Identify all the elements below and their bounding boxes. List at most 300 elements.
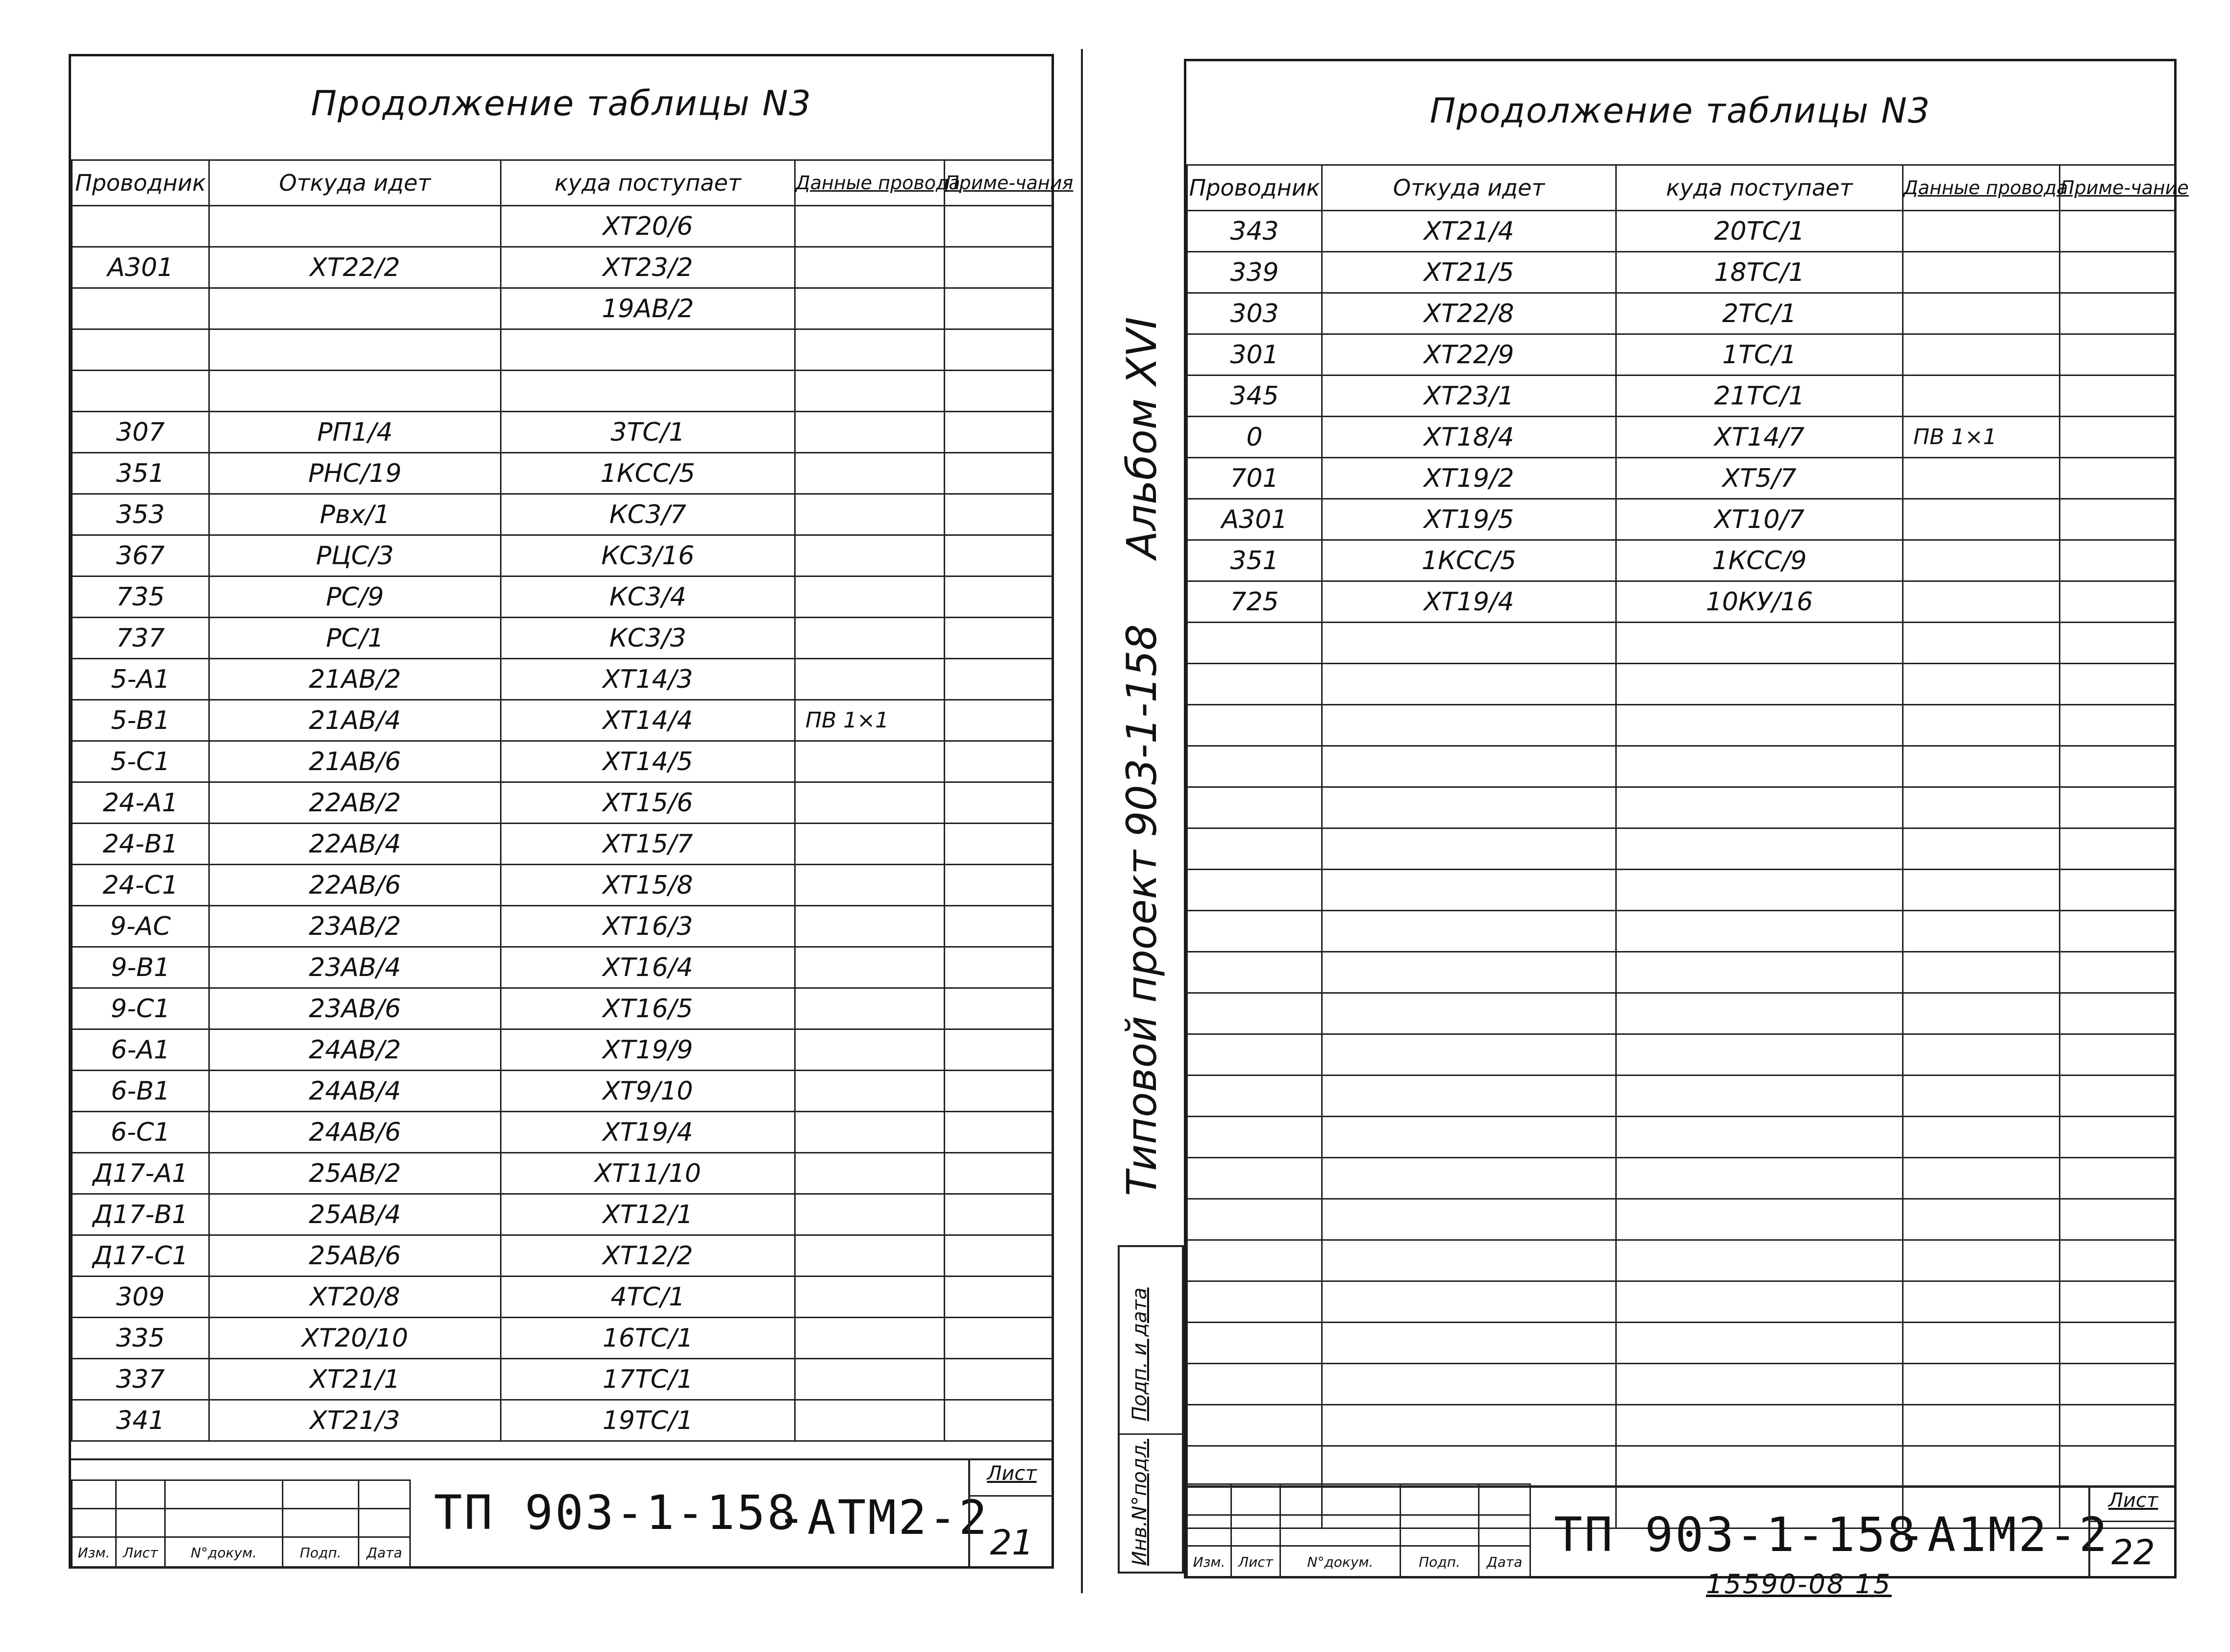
conductor-cell: 5-В1 [72,700,209,741]
from-cell [1322,1446,1616,1487]
to-cell: КС3/16 [501,535,795,576]
to-cell [1616,1034,1903,1076]
table-row [1187,417,2175,458]
header-from: Откуда идет [1322,165,1616,211]
notes-cell [2060,293,2175,334]
wire-data-cell [1903,211,2060,252]
notes-cell [945,865,1052,906]
table-row [1187,993,2175,1034]
table-row [72,700,1052,741]
table-row [72,906,1052,947]
to-cell [1616,1158,1903,1199]
notes-cell [2060,1281,2175,1323]
sign-date-label: Подп. и дата [1128,1287,1151,1421]
to-cell: ХТ15/6 [501,782,795,824]
conductor-cell: 343 [1187,211,1322,252]
table-row [72,1194,1052,1235]
wire-data-cell [795,741,945,782]
table-row [72,329,1052,371]
conductor-cell [1187,1446,1322,1487]
from-cell: ХТ23/1 [1322,375,1616,417]
header-notes: Приме-чание [2060,165,2175,211]
inventory-label: Инв.N°подл. [1128,1439,1151,1566]
table-row [1187,211,2175,252]
to-cell [1616,1405,1903,1446]
from-cell [1322,870,1616,911]
to-cell [1616,664,1903,705]
left-sheet [69,54,1074,1569]
from-cell: 22АВ/4 [209,824,501,865]
table-row [72,247,1052,288]
table-row [72,1029,1052,1071]
stamp-label-change: Изм. [1187,1546,1231,1578]
to-cell: 17ТС/1 [501,1359,795,1400]
notes-cell [2060,1158,2175,1199]
right-revision-grid [1186,1483,1531,1578]
conductor-cell [1187,952,1322,993]
from-cell [1322,1281,1616,1323]
to-cell: 4ТС/1 [501,1277,795,1318]
to-cell [1616,1117,1903,1158]
to-cell [1616,623,1903,664]
notes-cell [2060,993,2175,1034]
wire-data-cell [795,1071,945,1112]
to-cell: ХТ20/6 [501,206,795,247]
notes-cell [945,1359,1052,1400]
right-table-title: Продолжение таблицы N3 [1429,91,1931,131]
conductor-cell [1187,1117,1322,1158]
wire-data-cell: ПВ 1×1 [795,700,945,741]
from-cell: ХТ21/3 [209,1400,501,1441]
from-cell: Рвх/1 [209,494,501,535]
from-cell: РЦС/3 [209,535,501,576]
wire-data-cell [795,206,945,247]
conductor-cell [1187,705,1322,746]
from-cell: РС/1 [209,618,501,659]
notes-cell [945,1235,1052,1277]
from-cell: ХТ21/5 [1322,252,1616,293]
wire-data-cell [1903,911,2060,952]
conductor-cell [1187,623,1322,664]
conductor-cell [72,329,209,371]
header-wire-data: Данные провода [795,160,945,206]
from-cell: ХТ19/5 [1322,499,1616,540]
wire-data-cell [795,1400,945,1441]
table-row [72,782,1052,824]
header-conductor: Проводник [1187,165,1322,211]
table-row [1187,375,2175,417]
conductor-cell: 24-С1 [72,865,209,906]
notes-cell [945,1277,1052,1318]
from-cell: ХТ21/4 [1322,211,1616,252]
conductor-cell: 0 [1187,417,1322,458]
notes-cell [2060,705,2175,746]
to-cell [1616,1446,1903,1487]
table-row [1187,664,2175,705]
table-row [1187,1034,2175,1076]
table-row [72,1153,1052,1194]
table-row [72,412,1052,453]
stamp-label-date: Дата [1479,1546,1530,1578]
table-row [1187,581,2175,623]
conductor-cell [1187,1281,1322,1323]
notes-cell [2060,911,2175,952]
to-cell [1616,828,1903,870]
left-revision-grid [71,1479,411,1569]
conductor-cell: 337 [72,1359,209,1400]
to-cell: 21ТС/1 [1616,375,1903,417]
conductor-cell: 725 [1187,581,1322,623]
from-cell [1322,1240,1616,1281]
from-cell [1322,1117,1616,1158]
table-row [1187,1281,2175,1323]
wire-data-cell [795,453,945,494]
stamp-label-change: Изм. [72,1537,116,1568]
archive-number: 15590-08 15 [1706,1569,1892,1600]
from-cell [1322,1158,1616,1199]
conductor-cell: 339 [1187,252,1322,293]
notes-cell [2060,1199,2175,1240]
notes-cell [945,700,1052,741]
from-cell: РС/9 [209,576,501,618]
wire-data-cell [795,782,945,824]
conductor-cell: 335 [72,1318,209,1359]
from-cell [1322,1199,1616,1240]
wire-data-cell [795,535,945,576]
table-row [1187,1364,2175,1405]
from-cell: 25АВ/6 [209,1235,501,1277]
from-cell [209,371,501,412]
wire-data-cell [795,947,945,988]
to-cell: ХТ9/10 [501,1071,795,1112]
stamp-label-doc: N°докум. [165,1537,283,1568]
wire-data-cell [795,1235,945,1277]
conductor-cell: Д17-А1 [72,1153,209,1194]
conductor-cell [1187,1405,1322,1446]
right-title-block [1186,1485,2174,1578]
notes-cell [2060,1323,2175,1364]
to-cell: 16ТС/1 [501,1318,795,1359]
header-from: Откуда идет [209,160,501,206]
from-cell [209,206,501,247]
from-cell: ХТ22/2 [209,247,501,288]
table-row [1187,828,2175,870]
table-row [1187,746,2175,787]
table-row [1187,499,2175,540]
notes-cell [945,576,1052,618]
wire-data-cell [1903,1034,2060,1076]
from-cell: ХТ18/4 [1322,417,1616,458]
wire-data-cell [795,865,945,906]
notes-cell [2060,1240,2175,1281]
conductor-cell: 5-А1 [72,659,209,700]
notes-cell [945,618,1052,659]
left-wiring-table [71,159,1074,1442]
right-sheet [1184,59,2189,1578]
from-cell: ХТ20/10 [209,1318,501,1359]
wire-data-cell [1903,540,2060,581]
to-cell: КС3/4 [501,576,795,618]
table-row [72,1235,1052,1277]
table-row [72,1400,1052,1441]
table-row [1187,540,2175,581]
notes-cell [2060,1117,2175,1158]
conductor-cell [72,206,209,247]
from-cell: 21АВ/6 [209,741,501,782]
left-table-title: Продолжение таблицы N3 [311,83,812,124]
notes-cell [2060,1364,2175,1405]
wire-data-cell [1903,1158,2060,1199]
to-cell: ХТ14/3 [501,659,795,700]
conductor-cell [1187,1034,1322,1076]
notes-cell [945,1318,1052,1359]
wire-data-cell [1903,705,2060,746]
to-cell: КС3/3 [501,618,795,659]
conductor-cell: 6-С1 [72,1112,209,1153]
table-row [1187,1117,2175,1158]
wire-data-cell [1903,623,2060,664]
table-row [72,206,1052,247]
left-project-code: ТП 903-1-158 [434,1485,798,1540]
table-row [1187,623,2175,664]
notes-cell [945,782,1052,824]
wire-data-cell [1903,1076,2060,1117]
conductor-cell: 307 [72,412,209,453]
conductor-cell: 5-С1 [72,741,209,782]
left-doc-suffix: -АТМ2-2 [777,1490,989,1545]
to-cell [1616,952,1903,993]
to-cell [1616,705,1903,746]
conductor-cell: 351 [1187,540,1322,581]
from-cell [1322,1034,1616,1076]
conductor-cell: 301 [1187,334,1322,375]
right-sheet-number: 22 [2111,1532,2155,1573]
from-cell [1322,623,1616,664]
from-cell: РП1/4 [209,412,501,453]
conductor-cell: Д17-С1 [72,1235,209,1277]
notes-cell [945,453,1052,494]
notes-cell [2060,252,2175,293]
stamp-label-sheet: Лист [116,1537,165,1568]
to-cell [1616,1281,1903,1323]
to-cell [1616,993,1903,1034]
from-cell: ХТ21/1 [209,1359,501,1400]
conductor-cell [1187,911,1322,952]
from-cell: 1КСС/5 [1322,540,1616,581]
notes-cell [2060,828,2175,870]
table-row [1187,293,2175,334]
notes-cell [2060,375,2175,417]
to-cell [1616,1076,1903,1117]
from-cell: 24АВ/2 [209,1029,501,1071]
to-cell: 1КСС/9 [1616,540,1903,581]
wire-data-cell [1903,1323,2060,1364]
wire-data-cell [795,329,945,371]
conductor-cell: 345 [1187,375,1322,417]
album-label: Альбом XVI [1118,317,1166,559]
table-row [72,453,1052,494]
from-cell: 25АВ/4 [209,1194,501,1235]
table-row [1187,1076,2175,1117]
wire-data-cell [795,576,945,618]
wire-data-cell [1903,1240,2060,1281]
wire-data-cell [795,494,945,535]
from-cell: ХТ19/2 [1322,458,1616,499]
from-cell [1322,1364,1616,1405]
to-cell: 10КУ/16 [1616,581,1903,623]
wire-data-cell [795,247,945,288]
notes-cell [945,371,1052,412]
from-cell: 23АВ/2 [209,906,501,947]
notes-cell [945,412,1052,453]
wire-data-cell [1903,746,2060,787]
wire-data-cell [1903,787,2060,828]
notes-cell [945,1029,1052,1071]
wire-data-cell [1903,499,2060,540]
stamp-label-doc: N°докум. [1280,1546,1401,1578]
conductor-cell [1187,787,1322,828]
notes-cell [2060,623,2175,664]
conductor-cell: 24-В1 [72,824,209,865]
header-notes: Приме-чания [945,160,1052,206]
from-cell [1322,787,1616,828]
sheet-divider [1081,49,1083,1593]
to-cell: 2ТС/1 [1616,293,1903,334]
to-cell: ХТ14/7 [1616,417,1903,458]
wire-data-cell [795,824,945,865]
conductor-cell: 6-В1 [72,1071,209,1112]
conductor-cell [1187,993,1322,1034]
to-cell: 18ТС/1 [1616,252,1903,293]
conductor-cell: 6-А1 [72,1029,209,1071]
wire-data-cell [795,618,945,659]
right-wiring-table [1186,164,2189,1529]
to-cell: 19ТС/1 [501,1400,795,1441]
conductor-cell: А301 [72,247,209,288]
table-row [72,371,1052,412]
conductor-cell [1187,746,1322,787]
table-row [72,824,1052,865]
table-row [72,1318,1052,1359]
notes-cell [945,906,1052,947]
notes-cell [2060,1034,2175,1076]
conductor-cell [1187,870,1322,911]
wire-data-cell [795,988,945,1029]
notes-cell [2060,746,2175,787]
to-cell: ХТ14/5 [501,741,795,782]
notes-cell [945,206,1052,247]
project-label: Типовой проект 903-1-158 [1118,624,1166,1196]
table-row [1187,870,2175,911]
wire-data-cell [795,1112,945,1153]
from-cell: ХТ22/8 [1322,293,1616,334]
table-row [1187,1323,2175,1364]
conductor-cell [1187,1364,1322,1405]
to-cell: ХТ16/3 [501,906,795,947]
wire-data-cell [1903,1281,2060,1323]
table-row [1187,911,2175,952]
wire-data-cell [795,906,945,947]
from-cell: 22АВ/2 [209,782,501,824]
from-cell [209,329,501,371]
conductor-cell: 351 [72,453,209,494]
conductor-cell [1187,1240,1322,1281]
conductor-cell [1187,664,1322,705]
to-cell: ХТ19/9 [501,1029,795,1071]
table-row [1187,1199,2175,1240]
wire-data-cell [1903,870,2060,911]
table-row [1187,1240,2175,1281]
conductor-cell: 341 [72,1400,209,1441]
notes-cell [2060,952,2175,993]
wire-data-cell [1903,375,2060,417]
left-title-block [71,1458,1052,1569]
wire-data-cell [1903,828,2060,870]
conductor-cell [1187,1158,1322,1199]
approval-side-box [1118,1245,1184,1574]
to-cell: ХТ19/4 [501,1112,795,1153]
table-row [1187,458,2175,499]
to-cell: 19АВ/2 [501,288,795,329]
notes-cell [945,988,1052,1029]
notes-cell [2060,458,2175,499]
conductor-cell: 735 [72,576,209,618]
right-sheet-number-box [2088,1485,2176,1578]
stamp-label-sign: Подп. [283,1537,359,1568]
to-cell: ХТ15/8 [501,865,795,906]
table-row [1187,705,2175,746]
notes-cell [2060,664,2175,705]
notes-cell [945,1400,1052,1441]
to-cell [1616,1240,1903,1281]
notes-cell [945,329,1052,371]
table-row [1187,1158,2175,1199]
wire-data-cell [1903,664,2060,705]
from-cell: 25АВ/2 [209,1153,501,1194]
conductor-cell [72,371,209,412]
wire-data-cell [795,1029,945,1071]
to-cell [1616,1199,1903,1240]
to-cell: ХТ12/1 [501,1194,795,1235]
conductor-cell: 9-С1 [72,988,209,1029]
table-row [1187,952,2175,993]
notes-cell [2060,334,2175,375]
wire-data-cell [1903,1199,2060,1240]
table-row [72,947,1052,988]
conductor-cell: 737 [72,618,209,659]
to-cell: ХТ12/2 [501,1235,795,1277]
notes-cell [945,741,1052,782]
notes-cell [2060,1076,2175,1117]
to-cell: 20ТС/1 [1616,211,1903,252]
wire-data-cell [1903,581,2060,623]
from-cell [1322,746,1616,787]
to-cell [501,371,795,412]
wire-data-cell [1903,334,2060,375]
table-row [72,288,1052,329]
table-row [72,494,1052,535]
conductor-cell: 24-А1 [72,782,209,824]
stamp-label-sheet: Лист [1231,1546,1280,1578]
conductor-cell [1187,1323,1322,1364]
to-cell [1616,746,1903,787]
conductor-cell: 367 [72,535,209,576]
left-sheet-number: 21 [990,1523,1034,1563]
header-conductor: Проводник [72,160,209,206]
conductor-cell: А301 [1187,499,1322,540]
notes-cell [945,947,1052,988]
table-row [72,576,1052,618]
